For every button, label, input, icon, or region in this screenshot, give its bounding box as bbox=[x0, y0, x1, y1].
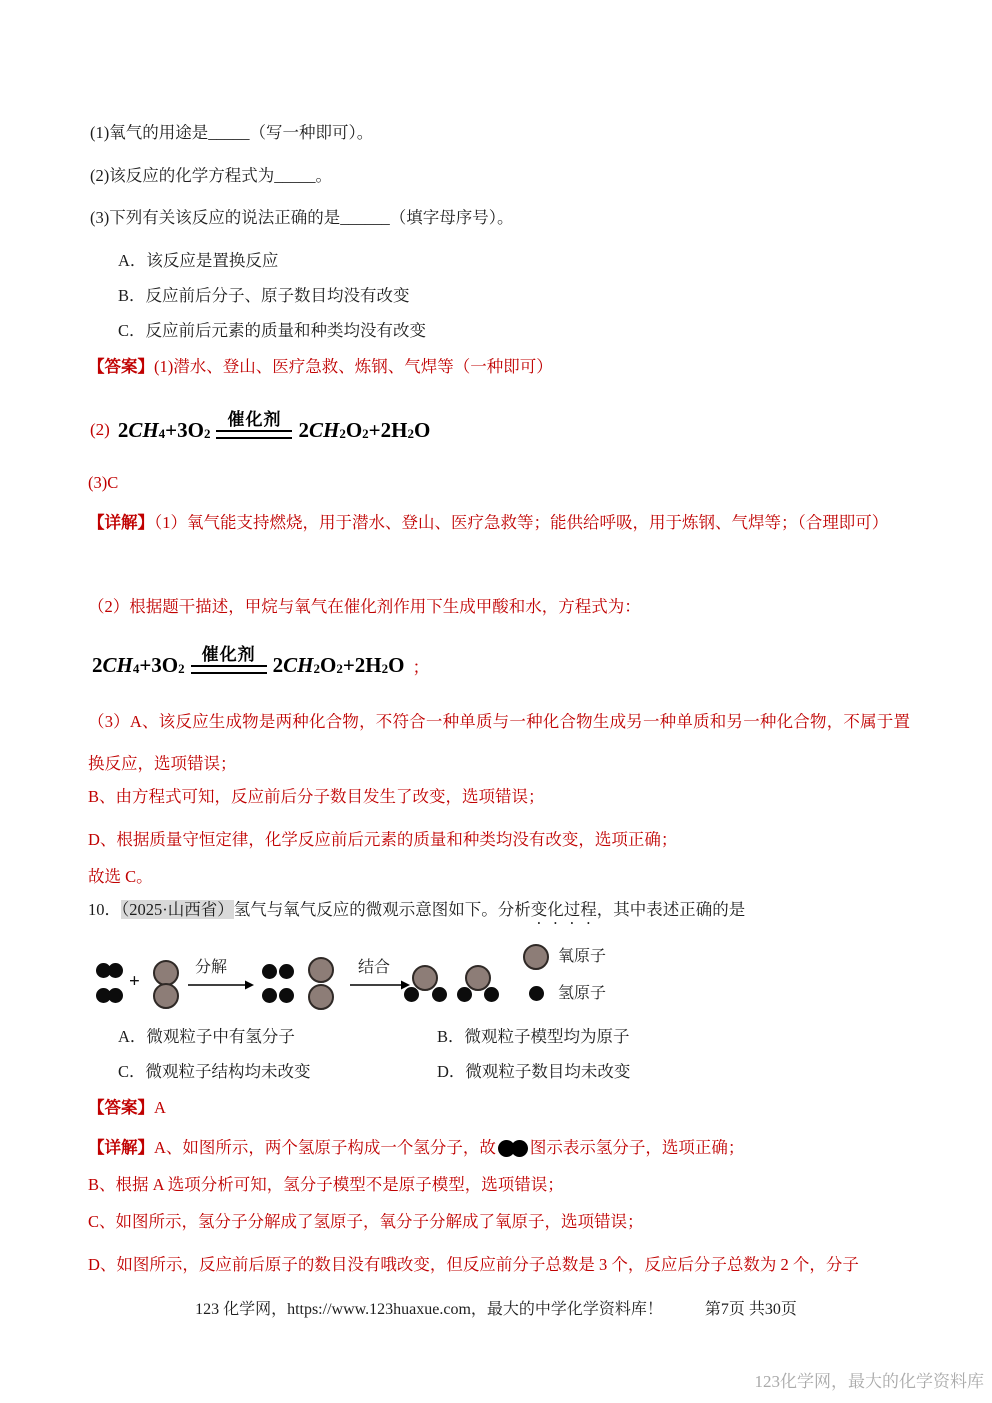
plus-sign: + bbox=[129, 971, 140, 992]
combine-arrow-label: 结合 bbox=[358, 959, 391, 976]
footer-page-number: 第7页 共30页 bbox=[704, 1301, 797, 1318]
chemical-equation: 2 CH $_4$ +3O $_2$ 催化剂 2 CH $_2$ O $_2$ +2H $_2$ O bbox=[92, 644, 405, 677]
analysis-text: （1）氧气能支持燃烧，用于潜水、登山、医疗急救等；能供给呼吸，用于炼钢、气焊等；（合理即可） bbox=[154, 513, 889, 532]
hydrogen-atom bbox=[457, 987, 472, 1002]
hydrogen-atom bbox=[484, 987, 499, 1002]
eq-formula: CH bbox=[102, 652, 133, 677]
equation-semicolon: ； bbox=[412, 657, 430, 677]
oxygen-atom bbox=[308, 984, 334, 1010]
q9-analysis-equation-row bbox=[92, 640, 430, 690]
analysis-text: A、如图所示，两个氢原子构成一个氢分子，故 bbox=[154, 1138, 496, 1157]
hydrogen-atom bbox=[262, 988, 277, 1003]
q9-answer-part1: (1)潜水、登山、医疗急救、炼钢、气焊等（一种即可） bbox=[154, 357, 553, 376]
eq-operator: +3O bbox=[139, 652, 179, 677]
q9-option-b: B．反应前后分子、原子数目均没有改变 bbox=[118, 286, 410, 305]
q10-option-c: C．微观粒子结构均未改变 bbox=[118, 1062, 311, 1081]
decompose-arrow-label: 分解 bbox=[195, 959, 228, 976]
oxygen-atom bbox=[153, 983, 179, 1009]
hydrogen-atom bbox=[279, 964, 294, 979]
q10-stem bbox=[88, 889, 745, 931]
q10-option-a: A．微观粒子中有氢分子 bbox=[118, 1027, 295, 1046]
hydrogen-atom bbox=[404, 987, 419, 1002]
q9-answer-part3: (3)C bbox=[88, 473, 119, 492]
answer-label: 【答案】 bbox=[88, 1098, 154, 1117]
eq-formula: O bbox=[388, 652, 405, 677]
q10-analysis-d: D、如图所示，反应前后原子的数目没有哦改变，但反应前分子总数是 3 个，反应后分子总数为 2 个，分子 bbox=[88, 1255, 859, 1274]
hydrogen-atom bbox=[279, 988, 294, 1003]
q9-answer-equation-row bbox=[90, 405, 430, 455]
analysis-label: 【详解】 bbox=[88, 1138, 154, 1157]
combine-arrow bbox=[350, 980, 410, 990]
eq-coef: 2 bbox=[272, 652, 284, 677]
q9-option-c: C．反应前后元素的质量和种类均没有改变 bbox=[118, 321, 427, 340]
stem-text: 氢气与氧气反应的微观示意图如下。分析 bbox=[233, 900, 531, 919]
q9-subquestion-2: (2)该反应的化学方程式为_____。 bbox=[90, 166, 332, 185]
eq-formula: CH bbox=[308, 417, 340, 442]
q9-analysis-p3b: B、由方程式可知，反应前后分子数目发生了改变，选项错误； bbox=[88, 787, 545, 806]
eq-formula: CH bbox=[283, 652, 314, 677]
equals-double-line bbox=[216, 430, 292, 439]
q10-option-b: B．微观粒子模型均为原子 bbox=[437, 1027, 630, 1046]
stem-text-cont: ，其中表述正确的是 bbox=[596, 900, 746, 919]
answer-label: 【答案】 bbox=[88, 357, 154, 376]
catalyst-condition bbox=[216, 411, 292, 440]
analysis-text: 图示表示氢分子，选项正确； bbox=[529, 1138, 745, 1157]
question-source-highlight: （2025·山西省） bbox=[121, 900, 234, 919]
legend-hydrogen-atom bbox=[529, 986, 544, 1001]
catalyst-condition bbox=[191, 646, 267, 675]
eq-coef: 2 bbox=[92, 652, 103, 677]
hydrogen-atom bbox=[432, 987, 447, 1002]
eq-formula: CH bbox=[128, 417, 159, 442]
q9-analysis-p1 bbox=[88, 502, 910, 544]
chemical-equation: 2 CH $_4$ +3O $_2$ 催化剂 2 CH $_2$ O $_2$ +2H $_2$ O bbox=[117, 409, 431, 442]
eq-formula: O bbox=[320, 652, 337, 677]
legend-oxygen-atom bbox=[523, 944, 549, 970]
q9-subquestion-1: (1)氧气的用途是_____（写一种即可）。 bbox=[90, 123, 374, 142]
stem-emphasized-text: 变化过程 bbox=[530, 900, 597, 919]
q10-analysis-b: B、根据 A 选项分析可知，氢分子模型不是原子模型，选项错误； bbox=[88, 1175, 564, 1194]
q9-option-a: A．该反应是置换反应 bbox=[118, 251, 279, 270]
question-number: 10． bbox=[88, 900, 121, 919]
eq-formula: O bbox=[413, 417, 431, 442]
oxygen-atom bbox=[465, 965, 491, 991]
eq-coef: 2 bbox=[117, 417, 129, 442]
hydrogen-atom bbox=[108, 988, 123, 1003]
q9-analysis-p2: （2）根据题干描述，甲烷与氧气在催化剂作用下生成甲酸和水，方程式为： bbox=[88, 597, 641, 616]
corner-watermark: 123化学网，最大的化学资料库 bbox=[754, 1372, 984, 1391]
oxygen-atom bbox=[308, 957, 334, 983]
catalyst-label: 催化剂 bbox=[227, 409, 282, 429]
hydrogen-atom bbox=[262, 964, 277, 979]
eq-coef: 2 bbox=[298, 417, 309, 442]
q9-analysis-p3a: （3）A、该反应生成物是两种化合物，不符合一种单质与一种化合物生成另一种单质和另一种化合物，不属于置换反应，选项错误； bbox=[88, 712, 910, 773]
q10-option-d: D．微观粒子数目均未改变 bbox=[437, 1062, 631, 1081]
equals-double-line bbox=[191, 665, 267, 674]
page-footer bbox=[0, 1291, 992, 1329]
q10-analysis-c: C、如图所示，氢分子分解成了氢原子，氧分子分解成了氧原子，选项错误； bbox=[88, 1212, 644, 1231]
eq-formula: O bbox=[345, 417, 363, 442]
equation-prefix: (2) bbox=[90, 420, 110, 439]
analysis-label: 【详解】 bbox=[88, 513, 154, 532]
legend-hydrogen-label: 氢原子 bbox=[558, 985, 607, 1002]
catalyst-label: 催化剂 bbox=[201, 644, 256, 664]
eq-operator: +2H bbox=[368, 417, 408, 442]
hydrogen-atom bbox=[108, 963, 123, 978]
q9-subquestion-3: (3)下列有关该反应的说法正确的是______（填字母序号）。 bbox=[90, 208, 514, 227]
decompose-arrow bbox=[188, 980, 254, 990]
q9-answer-line bbox=[88, 346, 553, 388]
legend-oxygen-label: 氧原子 bbox=[558, 948, 607, 965]
footer-site-text: 123 化学网，https://www.123huaxue.com，最大的中学化学资料库！ bbox=[195, 1301, 663, 1318]
eq-operator: +2H bbox=[342, 652, 382, 677]
oxygen-atom bbox=[412, 965, 438, 991]
q10-answer-value: A bbox=[154, 1098, 166, 1117]
eq-operator: +3O bbox=[165, 417, 204, 442]
q9-analysis-p3d: D、根据质量守恒定律，化学反应前后元素的质量和种类均没有改变，选项正确； bbox=[88, 830, 678, 849]
q9-analysis-conclusion: 故选 C。 bbox=[88, 867, 153, 886]
q10-answer-line bbox=[88, 1087, 166, 1129]
